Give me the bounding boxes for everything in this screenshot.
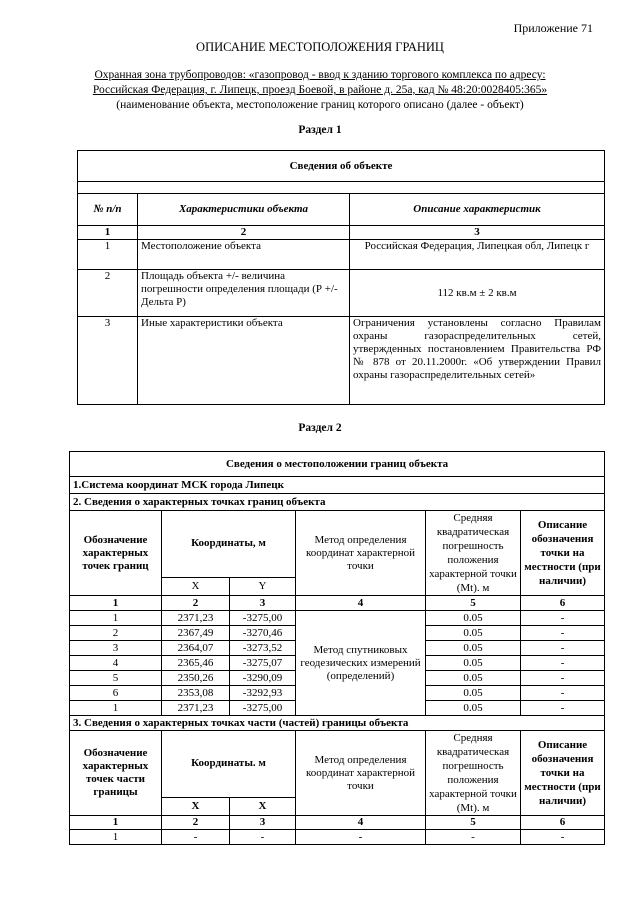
point-y: -3292,93 [230, 686, 296, 701]
point-number: 4 [70, 656, 162, 671]
index-cell: 5 [426, 596, 521, 611]
object-name-line1: Охранная зона трубопроводов: «газопровод - ввод к зданию торгового комплекса по адресу: [94, 69, 546, 81]
point-y: -3275,00 [230, 611, 296, 626]
point-x: 2365,46 [162, 656, 230, 671]
col-number-header: № п/п [78, 194, 138, 226]
index-cell: 2 [138, 226, 350, 240]
part-point-method: - [296, 830, 426, 845]
point-description: - [521, 611, 605, 626]
point-description: - [521, 641, 605, 656]
col-description-header: Описание характеристик [350, 194, 605, 226]
point-description: - [521, 686, 605, 701]
point-y: -3290,09 [230, 671, 296, 686]
point-x: 2371,23 [162, 701, 230, 716]
part-point-error: - [426, 830, 521, 845]
row-number: 2 [78, 270, 138, 317]
point-error: 0.05 [426, 626, 521, 641]
col-description-header: Описание обозначения точки на местности (при наличии) [521, 511, 605, 596]
point-x: 2367,49 [162, 626, 230, 641]
part-col-x-header: X [162, 797, 230, 815]
index-cell: 2 [162, 816, 230, 830]
part-col-coordinates-header: Координаты. м [162, 731, 296, 798]
row-characteristic: Иные характеристики объекта [138, 317, 350, 405]
table-row [70, 830, 605, 845]
table-row [78, 240, 605, 270]
boundary-table-title: Сведения о местоположении границ объекта [70, 452, 605, 477]
index-cell: 2 [162, 596, 230, 611]
table-row [78, 270, 605, 317]
index-cell: 4 [296, 596, 426, 611]
part-col-method-header: Метод определения координат характерной точки [296, 731, 426, 816]
point-description: - [521, 656, 605, 671]
point-number: 1 [70, 701, 162, 716]
index-cell: 1 [70, 596, 162, 611]
point-x: 2371,23 [162, 611, 230, 626]
point-error: 0.05 [426, 671, 521, 686]
point-description: - [521, 671, 605, 686]
part-point-description: - [521, 830, 605, 845]
col-coordinates-header: Координаты, м [162, 511, 296, 578]
index-cell: 3 [230, 596, 296, 611]
col-characteristic-header: Характеристики объекта [138, 194, 350, 226]
part-point-number: 1 [70, 830, 162, 845]
part-col-point-header: Обозначение характерных точек части границы [70, 731, 162, 816]
point-description: - [521, 626, 605, 641]
point-number: 6 [70, 686, 162, 701]
row-description: Ограничения установлены согласно Правилам охраны газораспределительных сетей, утвержденных постановлением Правительства РФ № 878 от 20.11.2000г. «Об утверждении Правил охраны газораспределительных сетей» [350, 317, 605, 405]
point-y: -3273,52 [230, 641, 296, 656]
col-x-header: X [162, 577, 230, 595]
section2-heading: Раздел 2 [298, 422, 342, 434]
point-y: -3275,00 [230, 701, 296, 716]
row-characteristic: Площадь объекта +/- величина погрешности определения площади (Р +/- Дельта Р) [138, 270, 350, 317]
part-points-subheading: 3. Сведения о характерных точках части (частей) границы объекта [70, 716, 605, 731]
point-y: -3270,46 [230, 626, 296, 641]
point-x: 2364,07 [162, 641, 230, 656]
coordinate-system: 1.Система координат МСК города Липецк [70, 477, 605, 494]
col-y-header: Y [230, 577, 296, 595]
index-cell: 1 [78, 226, 138, 240]
section1-heading: Раздел 1 [298, 124, 342, 136]
index-cell: 5 [426, 816, 521, 830]
row-characteristic: Местоположение объекта [138, 240, 350, 270]
row-description: 112 кв.м ± 2 кв.м [350, 270, 605, 317]
method-cell: Метод спутниковых геодезических измерений (определений) [296, 611, 426, 716]
col-error-header: Средняя квадратическая погрешность положения характерной точки (Mt). м [426, 511, 521, 596]
point-x: 2350,26 [162, 671, 230, 686]
object-info-table [77, 150, 605, 405]
table-row [70, 611, 605, 626]
point-error: 0.05 [426, 641, 521, 656]
boundary-table [69, 451, 605, 845]
index-cell: 3 [230, 816, 296, 830]
index-cell: 6 [521, 596, 605, 611]
part-point-y: - [230, 830, 296, 845]
object-name-line2: Российская Федерация, г. Липецк, проезд Боевой, в районе д. 25а, кад № 48:20:0028405:365» [92, 84, 548, 96]
part-col-description-header: Описание обозначения точки на местности (при наличии) [521, 731, 605, 816]
point-number: 5 [70, 671, 162, 686]
point-error: 0.05 [426, 611, 521, 626]
index-cell: 4 [296, 816, 426, 830]
appendix-label: Приложение 71 [513, 21, 593, 35]
point-error: 0.05 [426, 701, 521, 716]
part-col-error-header: Средняя квадратическая погрешность положения характерной точки (Mt). м [426, 731, 521, 816]
point-number: 1 [70, 611, 162, 626]
point-error: 0.05 [426, 656, 521, 671]
index-cell: 1 [70, 816, 162, 830]
object-caption: (наименование объекта, местоположение границ которого описано (далее - объект) [116, 99, 524, 111]
index-cell: 3 [350, 226, 605, 240]
point-number: 3 [70, 641, 162, 656]
points-subheading: 2. Сведения о характерных точках границ объекта [70, 494, 605, 511]
table-row [78, 317, 605, 405]
point-y: -3275,07 [230, 656, 296, 671]
row-description: Российская Федерация, Липецкая обл, Липецк г [350, 240, 605, 270]
part-point-x: - [162, 830, 230, 845]
point-x: 2353,08 [162, 686, 230, 701]
document-title: ОПИСАНИЕ МЕСТОПОЛОЖЕНИЯ ГРАНИЦ [196, 40, 444, 54]
point-error: 0.05 [426, 686, 521, 701]
point-number: 2 [70, 626, 162, 641]
col-method-header: Метод определения координат характерной точки [296, 511, 426, 596]
object-info-title: Сведения об объекте [78, 151, 605, 182]
spacer-row [78, 182, 605, 194]
index-cell: 6 [521, 816, 605, 830]
point-description: - [521, 701, 605, 716]
part-col-y-header: X [230, 797, 296, 815]
row-number: 1 [78, 240, 138, 270]
row-number: 3 [78, 317, 138, 405]
col-point-header: Обозначение характерных точек границ [70, 511, 162, 596]
